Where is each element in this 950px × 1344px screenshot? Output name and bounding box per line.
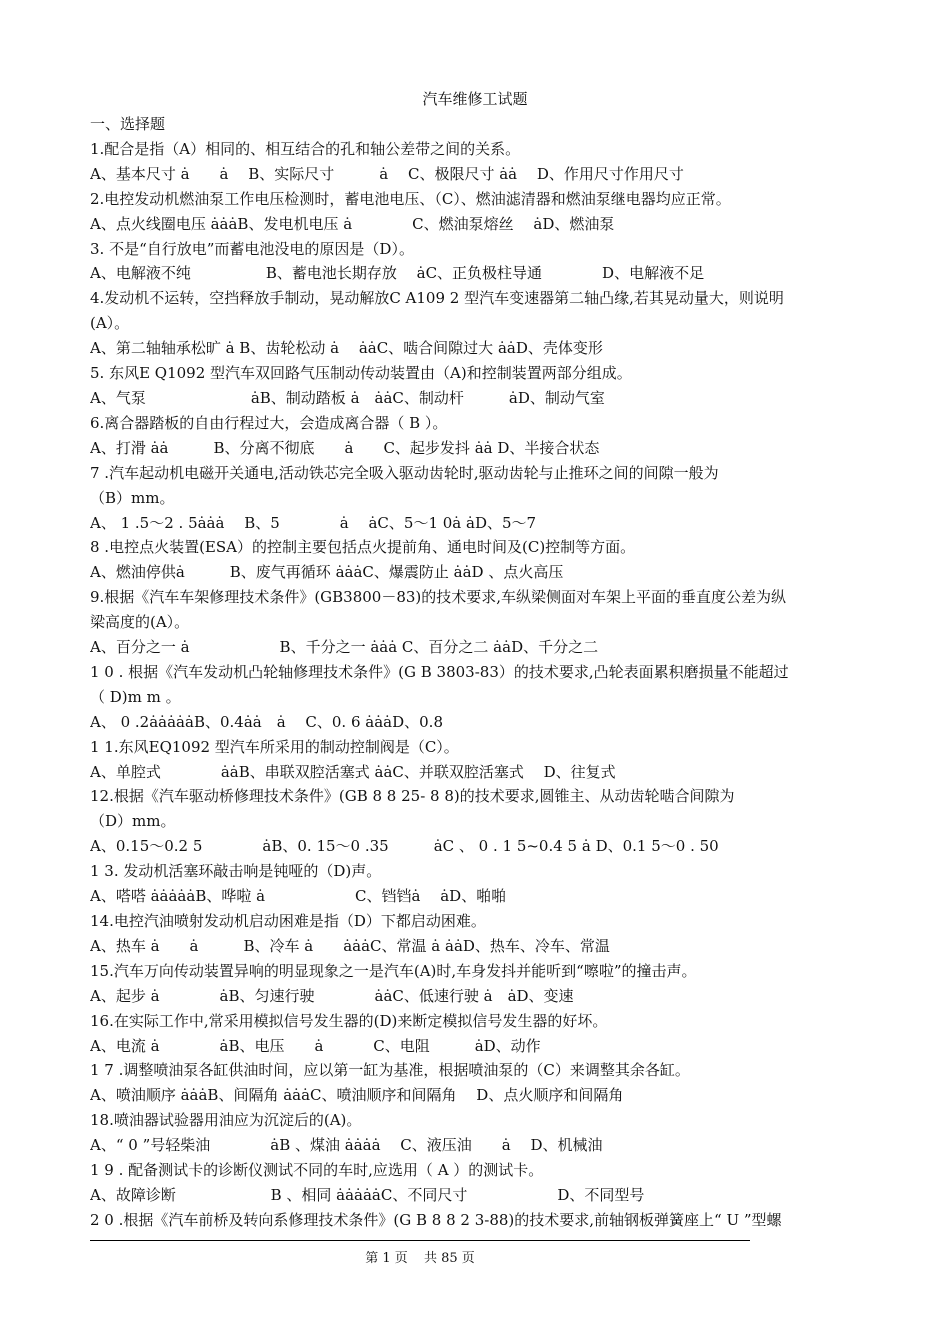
- text-line: A、嗒嗒 ȧȧȧȧȧB、哗啦 ȧ C、铛铛ȧ ȧD、啪啪: [90, 887, 507, 906]
- text-line: A、起步 ȧ ȧB、匀速行驶 ȧȧC、低速行驶 ȧ ȧD、变速: [90, 986, 574, 1005]
- text-line: A、热车 ȧ ȧ B、冷车 ȧ ȧȧȧC、常温 ȧ ȧȧD、热车、冷车、常温: [90, 936, 610, 955]
- text-line: （B）mm。: [90, 488, 175, 507]
- page-footer: [90, 1247, 750, 1266]
- text-line: 1 9 . 配备测试卡的诊断仪测试不同的车时,应选用（ A ）的测试卡。: [90, 1161, 544, 1180]
- page-number: 第 1 页: [365, 1251, 408, 1266]
- text-line: 一、选择题: [90, 115, 166, 133]
- text-line: 6.离合器踏板的自由行程过大，会造成离合器（ B ）。: [90, 413, 448, 432]
- text-line: A、第二轴轴承松旷 ȧ B、齿轮松动 ȧ ȧȧC、啮合间隙过大 ȧȧD、壳体变形: [90, 339, 603, 358]
- text-line: A、“ 0 ”号轻柴油 ȧB 、煤油 ȧȧȧȧ C、液压油 ȧ D、机械油: [90, 1136, 603, 1155]
- text-line: 12.根据《汽车驱动桥修理技术条件》(GB 8 8 25- 8 8)的技术要求,圆锥主、从动齿轮啮合间隙为: [90, 787, 735, 806]
- text-line: 1 3. 发动机活塞环敲击响是钝哑的（D)声。: [90, 862, 382, 881]
- text-line: (A）。: [90, 314, 130, 333]
- text-line: 4.发动机不运转，空挡释放手制动，晃动解放C A109 2 型汽车变速器第二轴凸缘,若其晃动量大，则说明: [90, 289, 784, 308]
- page-total: 共 85 页: [423, 1251, 475, 1266]
- text-line: （D）mm。: [90, 812, 176, 831]
- text-line: A、百分之一 ȧ B、千分之一 ȧȧȧ C、百分之二 ȧȧD、千分之二: [90, 638, 599, 657]
- text-line: A、故障诊断 B 、相同 ȧȧȧȧȧC、不同尺寸 D、不同型号: [90, 1185, 645, 1204]
- question-body: [90, 112, 862, 1233]
- text-line: 5. 东风E Q1092 型汽车双回路气压制动传动装置由（A)和控制装置两部分组成。: [90, 364, 632, 383]
- text-line: 1 0 . 根据《汽车发动机凸轮轴修理技术条件》(G B 3803-83）的技术要求,凸轮表面累积磨损量不能超过: [90, 662, 789, 681]
- text-line: （ D)m m 。: [90, 687, 181, 706]
- text-line: 1.配合是指（A）相同的、相互结合的孔和轴公差带之间的关系。: [90, 139, 521, 158]
- document-title: 汽车维修工试题: [422, 90, 528, 108]
- text-line: 15.汽车万向传动装置异响的明显现象之一是汽车(A)时,车身发抖并能听到“嚓啦”的撞击声。: [90, 961, 697, 980]
- text-line: 3. 不是“自行放电”而蓄电池没电的原因是（D）。: [90, 239, 414, 258]
- text-line: A、基本尺寸 ȧ ȧ B、实际尺寸 ȧ C、极限尺寸 ȧȧ D、作用尺寸作用尺寸: [90, 164, 684, 183]
- footer-rule: [90, 1240, 750, 1241]
- text-line: 1 7 .调整喷油泵各缸供油时间，应以第一缸为基准，根据喷油泵的（C）来调整其余各缸。: [90, 1061, 690, 1080]
- text-line: A、喷油顺序 ȧȧȧB、间隔角 ȧȧȧC、喷油顺序和间隔角 D、点火顺序和间隔角: [90, 1086, 624, 1105]
- text-line: A、 1 .5～2 . 5ȧȧȧ B、5 ȧ ȧC、5～1 0ȧ ȧD、5～7: [90, 513, 537, 532]
- text-line: 梁高度的(A）。: [90, 613, 190, 632]
- text-line: A、电流 ȧ ȧB、电压 ȧ C、电阻 ȧD、动作: [90, 1036, 541, 1055]
- text-line: A、打滑 ȧȧ B、分离不彻底 ȧ C、起步发抖 ȧȧ D、半接合状态: [90, 438, 600, 457]
- text-line: A、电解液不纯 B、蓄电池长期存放 ȧC、正负极柱导通 D、电解液不足: [90, 264, 705, 283]
- text-line: A、单腔式 ȧȧB、串联双腔活塞式 ȧȧC、并联双腔活塞式 D、往复式: [90, 762, 616, 781]
- text-line: 14.电控汽油喷射发动机启动困难是指（D）下都启动困难。: [90, 912, 486, 930]
- text-line: A、气泵 ȧB、制动踏板 ȧ ȧȧC、制动杆 ȧD、制动气室: [90, 388, 605, 407]
- text-line: A、点火线圈电压 ȧȧȧB、发电机电压 ȧ C、燃油泵熔丝 ȧD、燃油泵: [90, 214, 615, 233]
- text-line: A、燃油停供ȧ B、废气再循环 ȧȧȧC、爆震防止 ȧȧD 、点火高压: [90, 563, 564, 582]
- text-line: 7 .汽车起动机电磁开关通电,活动铁芯完全吸入驱动齿轮时,驱动齿轮与止推环之间的间隙一般为: [90, 463, 719, 482]
- text-line: 8 .电控点火装置(ESA）的控制主要包括点火提前角、通电时间及(C)控制等方面。: [90, 538, 636, 557]
- text-line: 2.电控发动机燃油泵工作电压检测时，蓄电池电压、（C）、燃油滤清器和燃油泵继电器均应正常。: [90, 189, 731, 208]
- text-line: 16.在实际工作中,常采用模拟信号发生器的(D)来断定模拟信号发生器的好坏。: [90, 1011, 608, 1030]
- text-line: 1 1.东风EQ1092 型汽车所采用的制动控制阀是（C）。: [90, 737, 459, 756]
- text-line: A、 0 .2ȧȧȧȧȧB、0.4ȧȧ ȧ C、0. 6 ȧȧȧD、0.8: [90, 712, 443, 731]
- text-line: 9.根据《汽车车架修理技术条件》(GB3800－83)的技术要求,车纵梁侧面对车架上平面的垂直度公差为纵: [90, 588, 787, 607]
- text-line: 18.喷油器试验器用油应为沉淀后的(A)。: [90, 1111, 362, 1130]
- text-line: 2 0 .根据《汽车前桥及转向系修理技术条件》(G B 8 8 2 3-88)的技术要求,前轴钢板弹簧座上“ U ”型螺: [90, 1210, 782, 1229]
- text-line: A、0.15～0.2 5 ȧB、0. 15～0 .35 ȧC 、 0 . 1 5~0.4 5 ȧ D、0.1 5～0 . 50: [90, 837, 719, 856]
